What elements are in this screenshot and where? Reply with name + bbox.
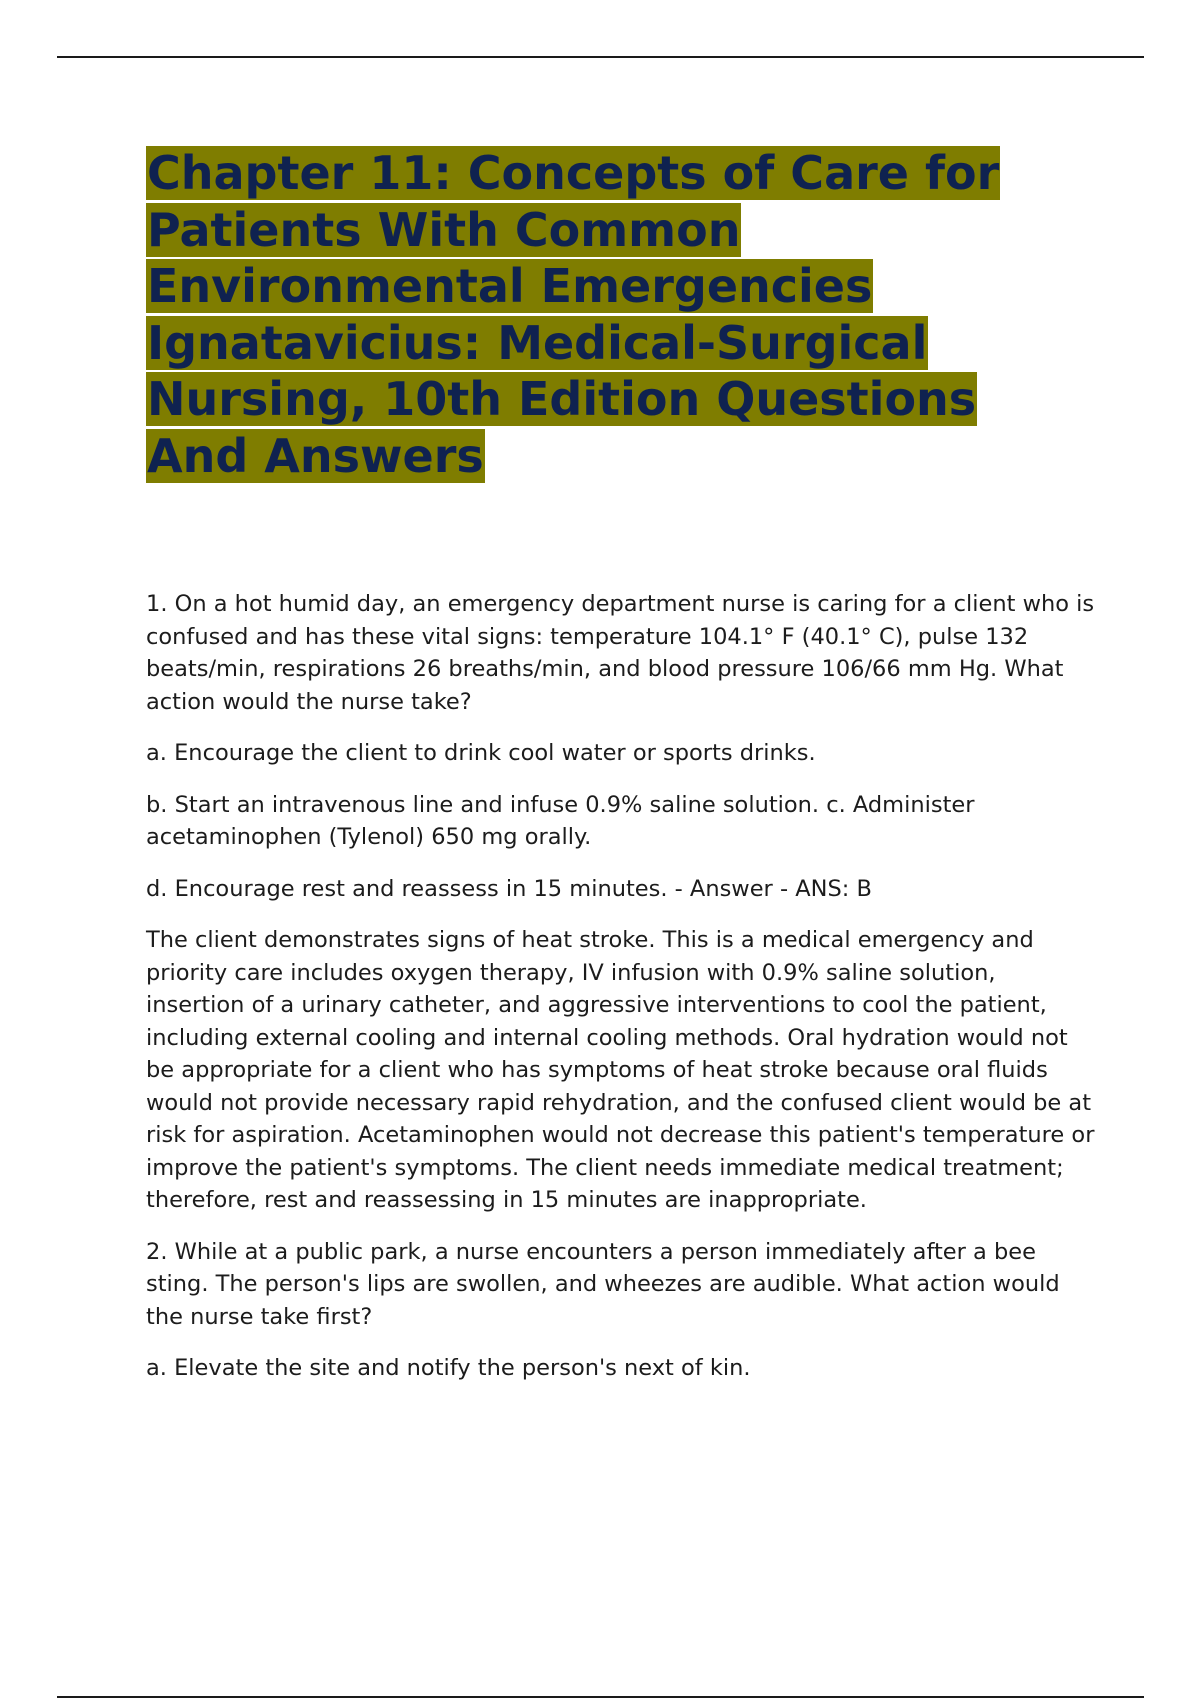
title-line: Patients With Common (147, 202, 741, 257)
question-2-option-a: a. Elevate the site and notify the person's next of kin. (146, 1355, 751, 1381)
document-body (146, 588, 1096, 1404)
bottom-rule (57, 1696, 1144, 1698)
document-title (146, 145, 1066, 484)
title-line: Ignatavicius: Medical-Surgical (147, 315, 928, 370)
title-line: Nursing, 10th Edition Questions (147, 372, 977, 426)
question-1-option-a: a. Encourage the client to drink cool water or sports drinks. (146, 740, 816, 766)
title-line: Environmental Emergencies (147, 259, 873, 313)
question-1-options-b-c: b. Start an intravenous line and infuse 0.9% saline solution. c. Administer acetaminophen (Tylenol) 650 mg orally. (146, 791, 975, 850)
question-1-option-d-answer: d. Encourage rest and reassess in 15 minutes. - Answer - ANS: B (146, 875, 872, 902)
title-line: Chapter 11: Concepts of Care for (147, 146, 1000, 200)
title-line: And Answers (147, 428, 484, 483)
question-1-stem: 1. On a hot humid day, an emergency department nurse is caring for a client who is confused and has these vital signs: temperature 104.1° F (40.1° C), pulse 132 beats/min, respirations 26 breaths/min, and blood pressure 106/66 mm Hg. What action would the nurse take? (146, 591, 1095, 715)
top-rule (57, 56, 1144, 58)
question-1-rationale: The client demonstrates signs of heat stroke. This is a medical emergency and priority care includes oxygen therapy, IV infusion with 0.9% saline solution, insertion of a urinary catheter, and aggressive interventions to cool the patient, including external cooling and internal cooling methods. Oral hydration would not be appropriate for a client who has symptoms of heat stroke because oral fluids would not provide necessary rapid rehydration, and the confused client would be at risk for aspiration. Acetaminophen would not decrease this patient's temperature or improve the patient's symptoms. The client needs immediate medical treatment; therefore, rest and reassessing in 15 minutes are inappropriate. (146, 927, 1095, 1213)
question-2-stem: 2. While at a public park, a nurse encounters a person immediately after a bee sting. The person's lips are swollen, and wheezes are audible. What action would the nurse take first? (146, 1238, 1060, 1330)
